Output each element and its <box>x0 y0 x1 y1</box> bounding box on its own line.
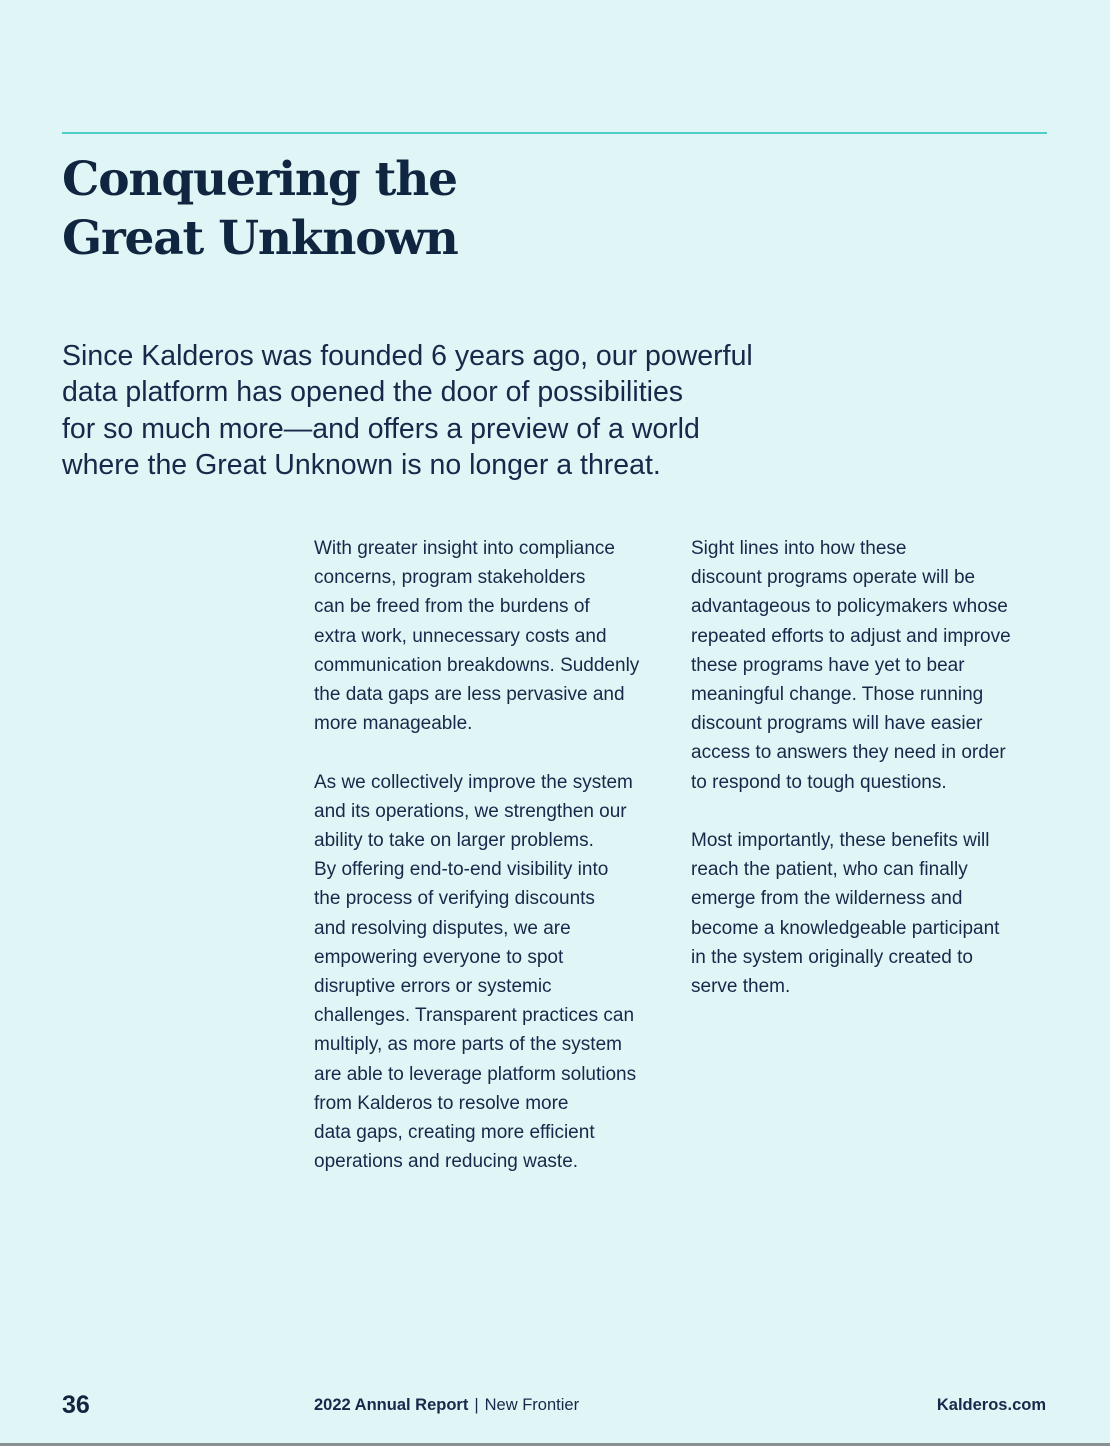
body-line: advantageous to policymakers whose <box>691 596 1008 618</box>
body-line: the data gaps are less pervasive and <box>314 684 625 706</box>
body-line: multiply, as more parts of the system <box>314 1034 622 1056</box>
body-line: concerns, program stakeholders <box>314 567 586 589</box>
body-line: communication breakdowns. Suddenly <box>314 654 640 676</box>
page-number: 36 <box>62 1391 90 1419</box>
body-line: As we collectively improve the system <box>314 771 633 793</box>
intro-line: data platform has opened the door of possibilities <box>62 376 684 409</box>
body-line: Most importantly, these benefits will <box>691 830 990 852</box>
body-line: more manageable. <box>314 713 473 735</box>
body-paragraph <box>691 534 1061 797</box>
body-line: and resolving disputes, we are <box>314 917 571 939</box>
body-line: access to answers they need in order <box>691 742 1006 764</box>
body-line: serve them. <box>691 976 791 998</box>
body-paragraph <box>314 768 684 1177</box>
intro-paragraph <box>62 338 822 483</box>
body-line: data gaps, creating more efficient <box>314 1122 595 1144</box>
body-line: and its operations, we strengthen our <box>314 800 627 822</box>
body-line: reach the patient, who can finally <box>691 859 968 881</box>
body-line: extra work, unnecessary costs and <box>314 625 607 647</box>
page-title-line: Great Unknown <box>62 211 458 266</box>
page-title-line: Conquering the <box>62 152 457 207</box>
page-title <box>62 150 458 268</box>
body-line: are able to leverage platform solutions <box>314 1063 637 1085</box>
body-line: to respond to tough questions. <box>691 771 947 793</box>
body-line: discount programs operate will be <box>691 567 976 589</box>
body-line: repeated efforts to adjust and improve <box>691 625 1011 647</box>
body-line: discount programs will have easier <box>691 713 983 735</box>
body-line: the process of verifying discounts <box>314 888 595 910</box>
body-line: Sight lines into how these <box>691 538 907 559</box>
left-column <box>314 534 684 1206</box>
top-divider <box>62 132 1047 134</box>
footer-report-label <box>314 1394 579 1416</box>
intro-line: where the Great Unknown is no longer a threat. <box>62 448 661 481</box>
body-line: ability to take on larger problems. <box>314 830 594 852</box>
body-line: in the system originally created to <box>691 946 973 968</box>
body-line: With greater insight into compliance <box>314 538 615 559</box>
body-line: disruptive errors or systemic <box>314 976 552 998</box>
body-line: from Kalderos to resolve more <box>314 1092 569 1114</box>
footer-report-title: 2022 Annual Report <box>314 1396 469 1414</box>
body-line: emerge from the wilderness and <box>691 888 963 910</box>
body-line: these programs have yet to bear <box>691 654 965 676</box>
intro-line: Since Kalderos was founded 6 years ago, our powerful <box>62 340 753 372</box>
footer-separator: | <box>474 1396 479 1414</box>
body-line: meaningful change. Those running <box>691 684 984 706</box>
right-column <box>691 534 1061 1030</box>
footer-subtitle: New Frontier <box>484 1396 580 1414</box>
body-line: challenges. Transparent practices can <box>314 1005 635 1027</box>
body-paragraph <box>314 534 684 738</box>
intro-line: for so much more—and offers a preview of a world <box>62 412 700 445</box>
body-paragraph <box>691 826 1061 1001</box>
body-line: operations and reducing waste. <box>314 1151 579 1173</box>
body-line: By offering end-to-end visibility into <box>314 859 609 881</box>
body-line: can be freed from the burdens of <box>314 596 590 618</box>
body-line: empowering everyone to spot <box>314 946 564 968</box>
footer-site-link[interactable]: Kalderos.com <box>936 1396 1046 1414</box>
body-line: become a knowledgeable participant <box>691 917 1000 939</box>
